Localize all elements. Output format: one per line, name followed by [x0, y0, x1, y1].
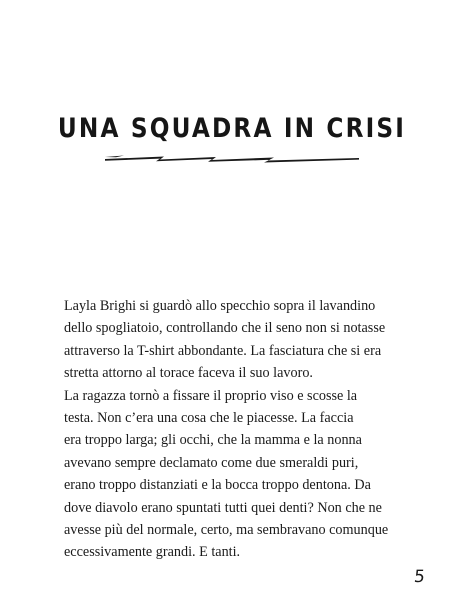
text-line: avesse più del normale, certo, ma sembravano comunque [64, 522, 389, 539]
chapter-title: UNA SQUADRA IN CRISI [57, 113, 407, 144]
text-line: dove diavolo erano spuntati tutti quei denti? Non che ne [64, 499, 382, 516]
text-line: Layla Brighi si guardò allo specchio sopra il lavandino [64, 298, 376, 314]
text-line: avevano sempre declamato come due smeraldi puri, [64, 454, 359, 471]
text-line: era troppo larga; gli occhi, che la mamma e la nonna [64, 432, 362, 449]
body-text [64, 295, 404, 564]
text-line: testa. Non c’era una cosa che le piacesse. La faccia [64, 410, 354, 427]
text-line: La ragazza tornò a fissare il proprio viso e scosse la [64, 387, 358, 404]
text-line: erano troppo distanziati e la bocca troppo dentona. Da [64, 477, 371, 494]
text-line: stretta attorno al torace faceva il suo lavoro. [64, 365, 313, 382]
text-line: attraverso la T-shirt abbondante. La fasciatura che si era [64, 342, 382, 359]
page-number: 5 [412, 567, 426, 587]
text-line: eccessivamente grandi. E tanti. [64, 544, 241, 561]
text-line: dello spogliatoio, controllando che il seno non si notasse [64, 320, 386, 337]
title-lightning-underline [104, 148, 360, 168]
